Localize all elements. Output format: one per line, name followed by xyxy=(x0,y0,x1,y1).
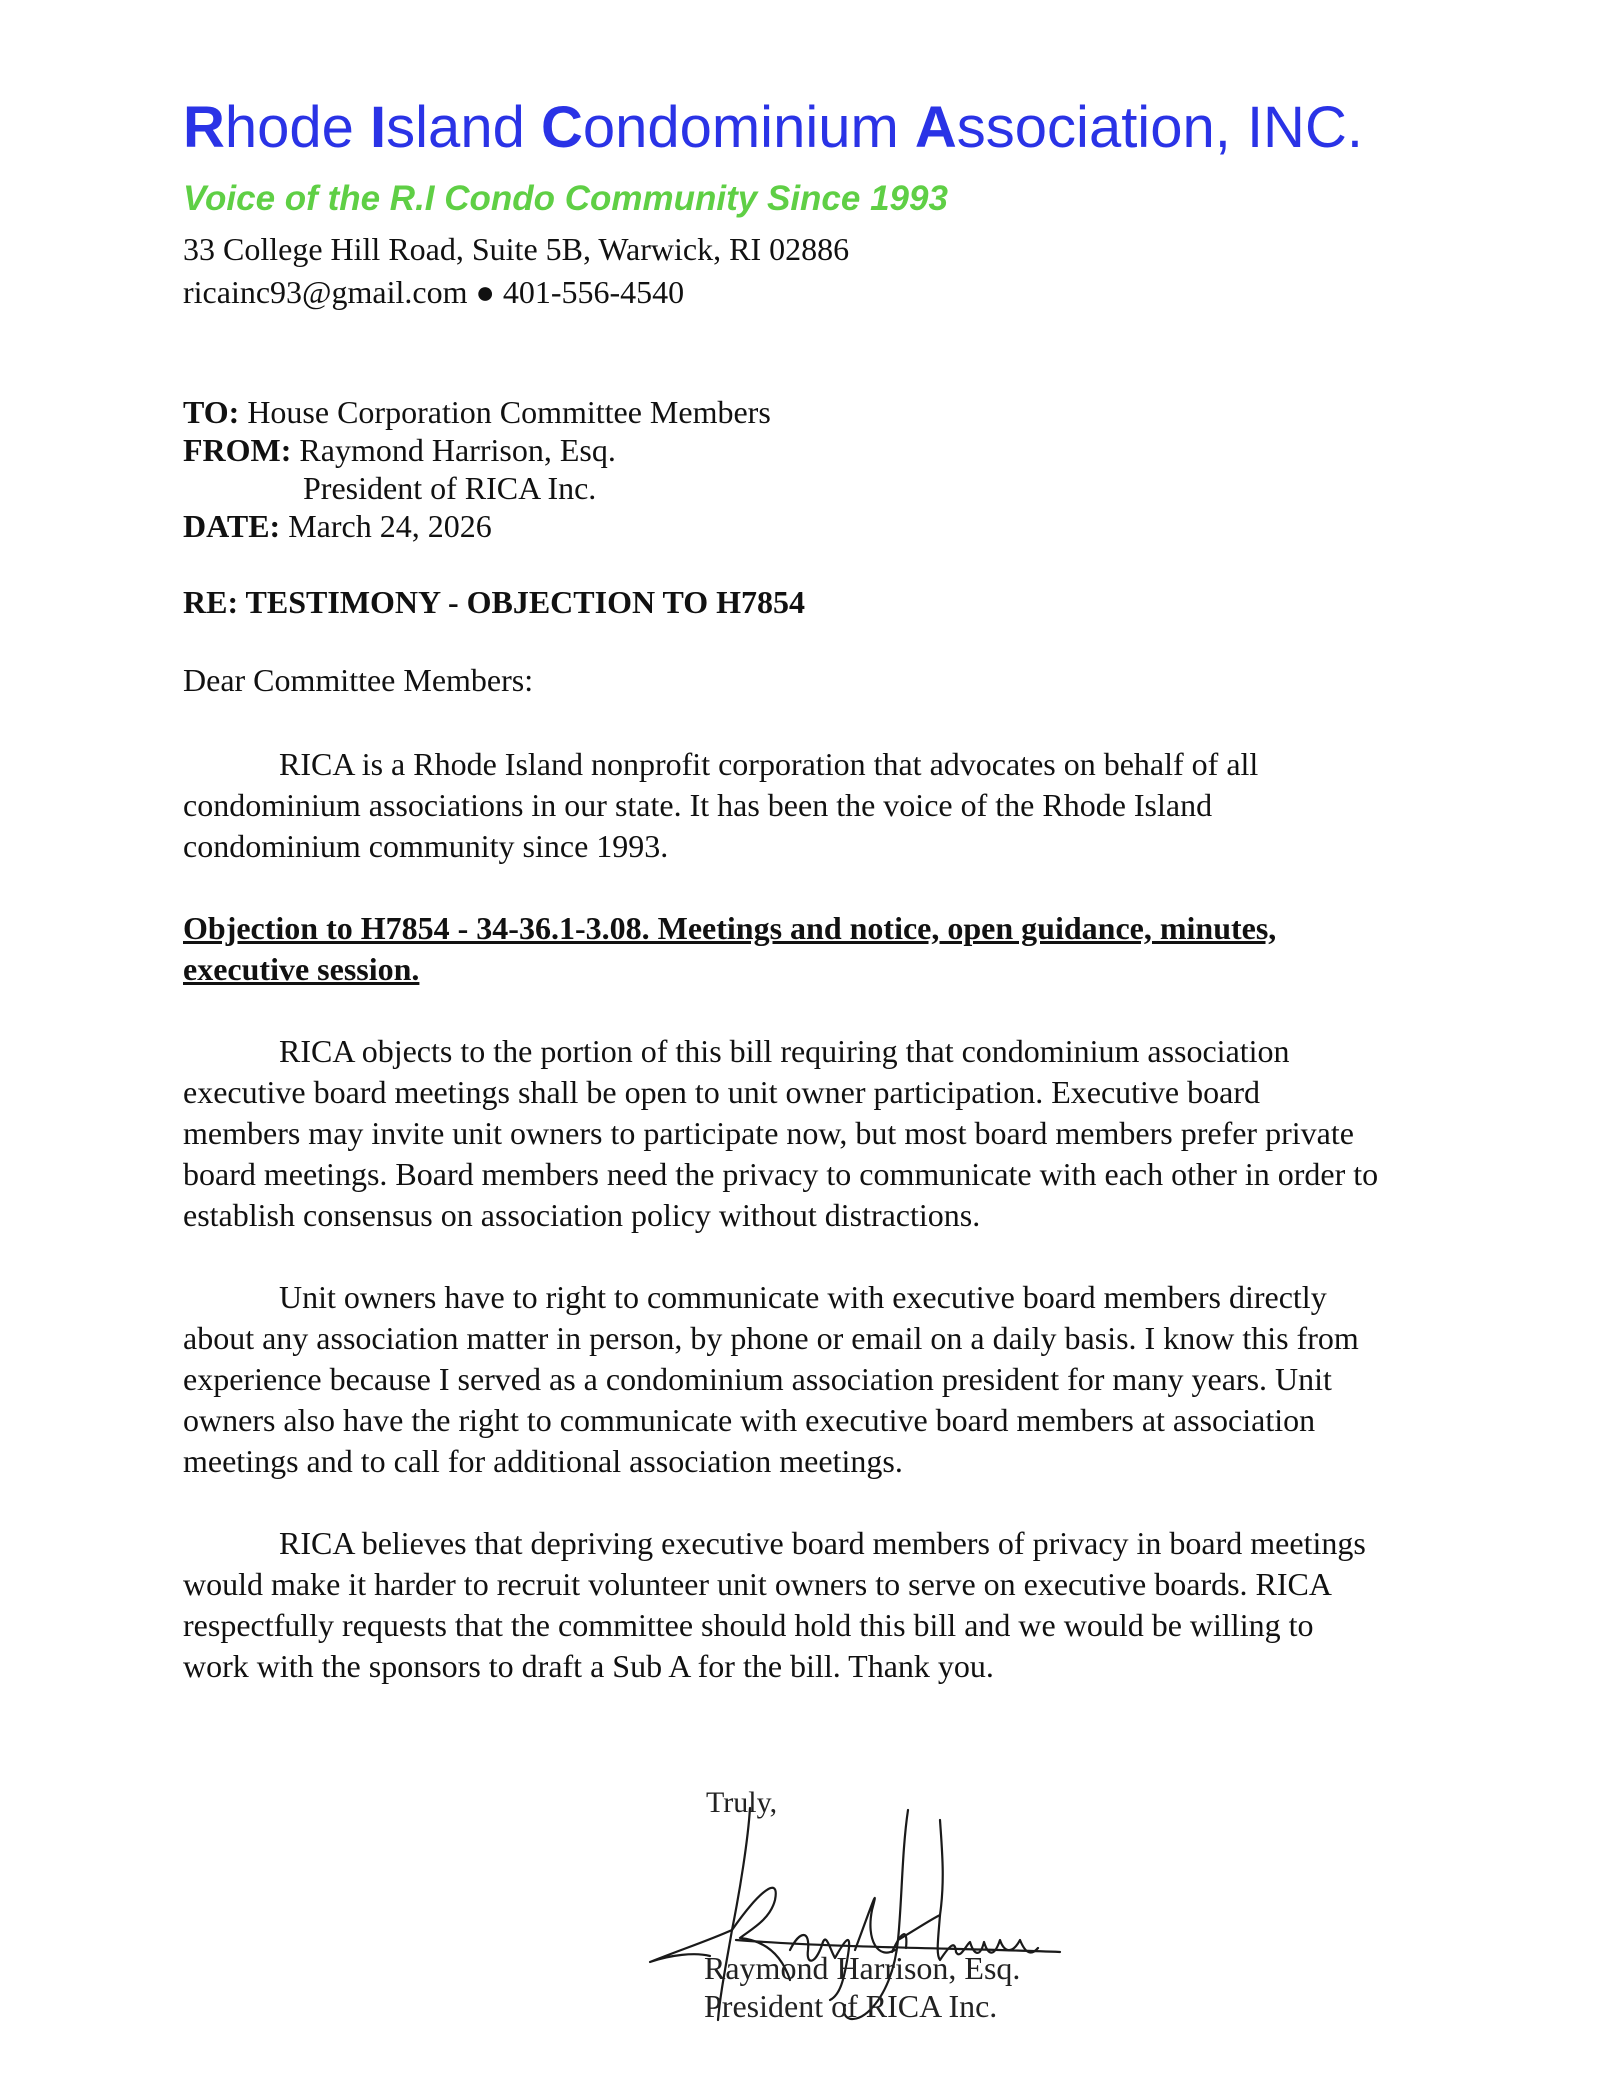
paragraph-line: members may invite unit owners to participate now, but most board members prefer private xyxy=(183,1115,1354,1151)
memo-from-title: President of RICA Inc. xyxy=(303,470,597,506)
memo-from xyxy=(183,431,616,469)
memo-date xyxy=(183,507,492,545)
paragraph-conclusion xyxy=(183,1523,1443,1687)
paragraph-line: would make it harder to recruit volunteer unit owners to serve on executive boards. RICA xyxy=(183,1566,1332,1602)
paragraph-line: establish consensus on association policy without distractions. xyxy=(183,1197,981,1233)
signer-name: Raymond Harrison, Esq. xyxy=(704,1950,1021,1986)
organization-name xyxy=(183,96,1363,160)
paragraph-line: board meetings. Board members need the privacy to communicate with each other in order to xyxy=(183,1156,1379,1192)
email-link[interactable]: ricainc93@gmail.com xyxy=(183,274,468,310)
paragraph-line: meetings and to call for additional association meetings. xyxy=(183,1443,903,1479)
org-word: ssociation, INC. xyxy=(956,95,1363,160)
paragraph-line: condominium community since 1993. xyxy=(183,828,669,864)
paragraph-line: experience because I served as a condominium association president for many years. Unit xyxy=(183,1361,1332,1397)
org-initial: A xyxy=(914,95,957,160)
org-word: hode xyxy=(224,95,371,160)
tagline: Voice of the R.I Condo Community Since 1993 xyxy=(183,179,948,218)
org-initial: C xyxy=(540,95,583,160)
heading-line: Objection to H7854 - 34-36.1-3.08. Meetings and notice, open guidance, minutes, xyxy=(183,910,1277,946)
address-line: 33 College Hill Road, Suite 5B, Warwick, RI 02886 xyxy=(183,231,850,267)
paragraph-intro xyxy=(183,744,1443,867)
paragraph-line: Unit owners have to right to communicate with executive board members directly xyxy=(279,1279,1327,1315)
paragraph-line: about any association matter in person, by phone or email on a daily basis. I know this from xyxy=(183,1320,1359,1356)
signer-title: President of RICA Inc. xyxy=(704,1988,998,2024)
org-word: sland xyxy=(386,95,541,160)
contact-line xyxy=(183,273,684,311)
paragraph-line: executive board meetings shall be open to unit owner participation. Executive board xyxy=(183,1074,1260,1110)
memo-to xyxy=(183,393,771,431)
heading-line: executive session. xyxy=(183,951,420,987)
paragraph-line: RICA believes that depriving executive board members of privacy in board meetings xyxy=(279,1525,1366,1561)
paragraph-line: owners also have the right to communicate with executive board members at association xyxy=(183,1402,1316,1438)
paragraph-line: respectfully requests that the committee should hold this bill and we would be willing to xyxy=(183,1607,1314,1643)
objection-heading xyxy=(183,908,1276,990)
memo-to-value: House Corporation Committee Members xyxy=(247,394,771,430)
paragraph-objection xyxy=(183,1031,1443,1236)
paragraph-unit-owners xyxy=(183,1277,1443,1482)
org-word: ondominium xyxy=(582,95,915,160)
org-initial: I xyxy=(370,95,387,160)
paragraph-line: RICA is a Rhode Island nonprofit corporation that advocates on behalf of all xyxy=(279,746,1259,782)
paragraph-line: work with the sponsors to draft a Sub A for the bill. Thank you. xyxy=(183,1648,994,1684)
memo-from-value: Raymond Harrison, Esq. xyxy=(299,432,616,468)
memo-date-value: March 24, 2026 xyxy=(288,508,492,544)
memo-date-label: DATE: xyxy=(183,508,281,544)
memo-from-label: FROM: xyxy=(183,432,292,468)
paragraph-line: RICA objects to the portion of this bill requiring that condominium association xyxy=(279,1033,1290,1069)
valediction: Truly, xyxy=(706,1786,778,1819)
salutation: Dear Committee Members: xyxy=(183,662,534,698)
paragraph-line: condominium associations in our state. It has been the voice of the Rhode Island xyxy=(183,787,1213,823)
org-initial: R xyxy=(183,95,225,160)
memo-to-label: TO: xyxy=(183,394,240,430)
bullet-separator: ● xyxy=(475,274,495,310)
phone-number: 401-556-4540 xyxy=(502,274,685,310)
handwritten-signature xyxy=(640,1780,1180,2080)
subject-line: RE: TESTIMONY - OBJECTION TO H7854 xyxy=(183,584,806,620)
